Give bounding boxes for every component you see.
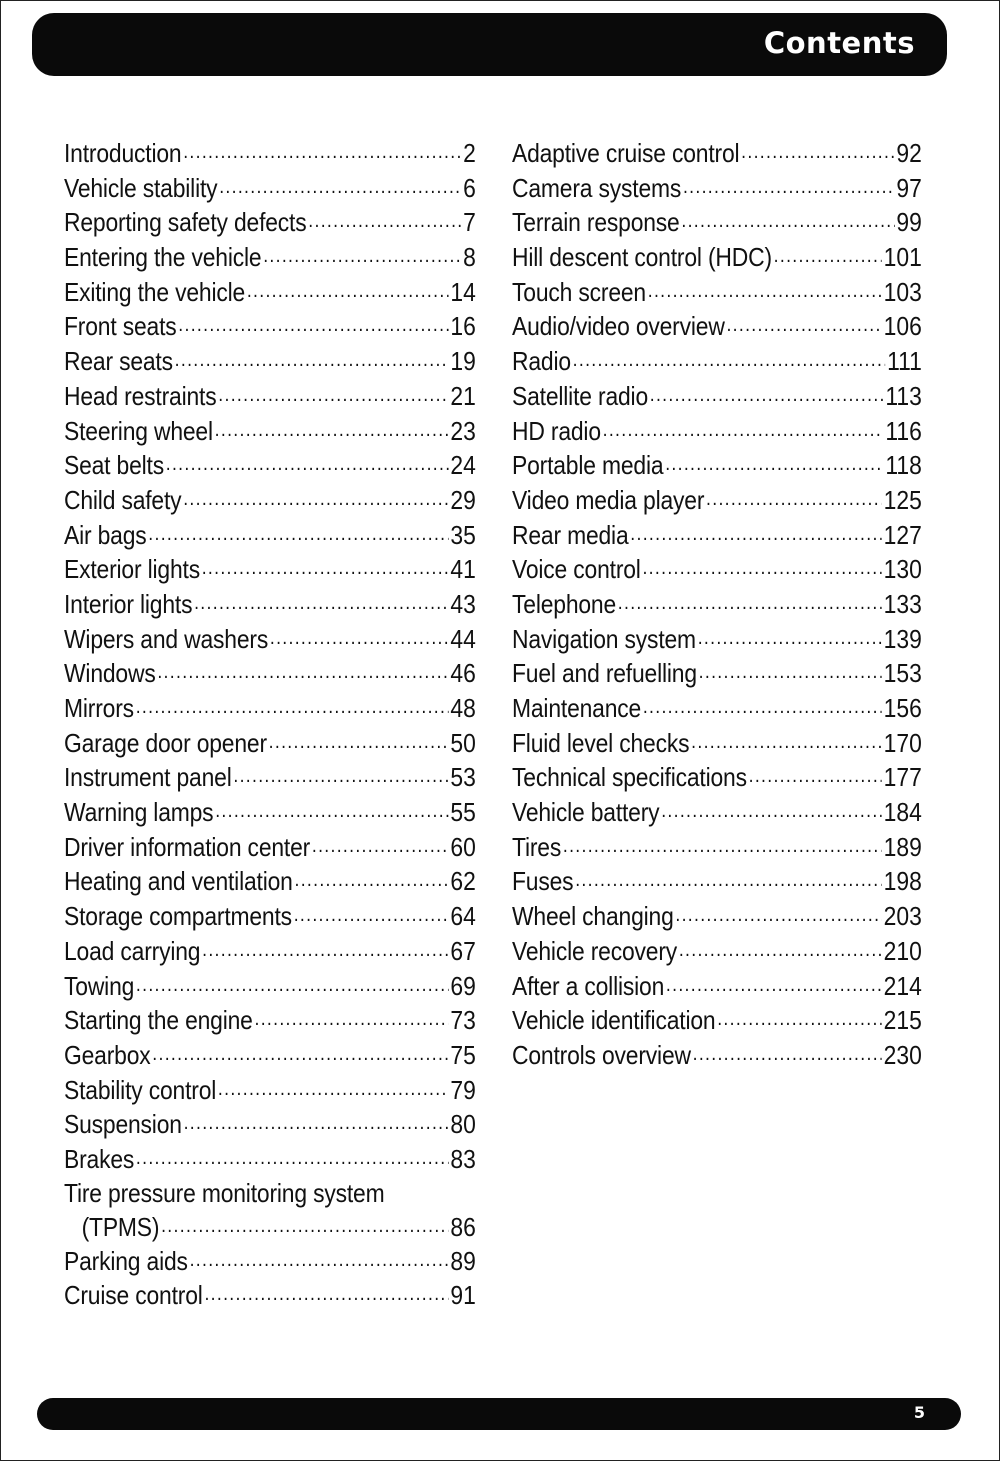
toc-entry-title: Seat belts xyxy=(64,450,165,481)
dot-leader xyxy=(270,622,449,648)
dot-leader xyxy=(681,205,894,231)
toc-entry-page: 92 xyxy=(896,138,922,168)
toc-entry[interactable] xyxy=(64,1278,476,1313)
toc-entry[interactable] xyxy=(64,1038,476,1073)
toc-entry[interactable] xyxy=(512,309,922,344)
dot-leader xyxy=(642,552,881,578)
toc-entry[interactable] xyxy=(64,240,476,275)
toc-entry-title: Stability control xyxy=(64,1074,217,1105)
toc-entry-page: 215 xyxy=(883,1005,922,1036)
toc-entry[interactable] xyxy=(512,171,922,206)
toc-entry-page: 21 xyxy=(450,380,476,411)
dot-leader xyxy=(294,899,449,925)
toc-entry[interactable] xyxy=(64,830,476,865)
toc-entry-title: Entering the vehicle xyxy=(64,242,262,273)
toc-entry[interactable] xyxy=(512,1038,922,1073)
toc-entry[interactable] xyxy=(512,240,922,275)
toc-entry-title: Technical specifications xyxy=(512,762,747,793)
toc-entry-page: 97 xyxy=(896,172,922,203)
toc-entry-page: 156 xyxy=(883,693,922,723)
dot-leader xyxy=(269,726,449,752)
toc-entry-page: 24 xyxy=(450,450,476,481)
toc-entry-title: Touch screen xyxy=(512,276,646,307)
toc-entry[interactable] xyxy=(64,1177,476,1244)
toc-entry[interactable] xyxy=(64,275,476,310)
toc-entry[interactable] xyxy=(512,830,922,865)
toc-entry-page: 73 xyxy=(450,1005,476,1036)
toc-entry-title: Tires xyxy=(512,831,562,862)
toc-entry[interactable] xyxy=(64,448,476,483)
toc-entry[interactable] xyxy=(64,934,476,969)
toc-entry[interactable] xyxy=(64,309,476,344)
dot-leader xyxy=(683,171,895,197)
toc-entry[interactable] xyxy=(64,483,476,518)
dot-leader xyxy=(603,414,884,440)
toc-entry-title: Interior lights xyxy=(64,588,193,619)
toc-entry[interactable] xyxy=(512,899,922,934)
toc-entry[interactable] xyxy=(64,379,476,414)
toc-entry-title: Windows xyxy=(64,658,156,689)
toc-entry-page: 214 xyxy=(883,970,922,1001)
toc-entry[interactable] xyxy=(64,171,476,206)
toc-entry-page: 198 xyxy=(883,866,922,897)
toc-entry[interactable] xyxy=(64,760,476,795)
toc-entry[interactable] xyxy=(512,518,922,553)
dot-leader xyxy=(136,969,449,995)
toc-entry[interactable] xyxy=(512,414,922,449)
toc-entry[interactable] xyxy=(512,205,922,240)
dot-leader xyxy=(233,760,448,786)
toc-entry-title: Mirrors xyxy=(64,693,134,723)
toc-entry-title: Gearbox xyxy=(64,1039,151,1070)
toc-entry[interactable] xyxy=(64,205,476,240)
toc-entry-title: Starting the engine xyxy=(64,1005,253,1036)
dot-leader xyxy=(136,1142,449,1168)
toc-entry[interactable] xyxy=(512,552,922,587)
toc-entry-page: 62 xyxy=(450,866,476,897)
toc-entry-title: Garage door opener xyxy=(64,727,267,758)
dot-leader xyxy=(202,552,449,578)
toc-entry[interactable] xyxy=(64,414,476,449)
toc-entry-page: 19 xyxy=(450,346,476,377)
toc-entry-page: 118 xyxy=(885,450,922,481)
toc-entry[interactable] xyxy=(512,344,922,379)
toc-entry-page: 170 xyxy=(883,727,922,758)
toc-entry-page: 86 xyxy=(450,1211,476,1242)
dot-leader xyxy=(218,379,448,405)
toc-entry-page: 139 xyxy=(883,623,922,654)
toc-entry-page: 130 xyxy=(883,554,922,585)
toc-entry-title: Portable media xyxy=(512,450,664,481)
toc-entry-page: 67 xyxy=(450,935,476,966)
toc-entry-line xyxy=(64,1177,476,1210)
toc-entry-title: Front seats xyxy=(64,311,177,342)
toc-entry[interactable] xyxy=(512,379,922,414)
dot-leader xyxy=(184,1107,449,1133)
toc-entry-title: Reporting safety defects xyxy=(64,207,307,238)
toc-entry-page: 203 xyxy=(883,901,922,932)
toc-entry-page: 106 xyxy=(883,311,922,342)
toc-entry-title: Hill descent control (HDC) xyxy=(512,242,772,273)
dot-leader xyxy=(152,1038,448,1064)
toc-entry[interactable] xyxy=(512,1003,922,1038)
toc-entry-title: Audio/video overview xyxy=(512,311,725,342)
dot-leader xyxy=(661,795,882,821)
toc-entry-title: Tire pressure monitoring system xyxy=(64,1177,385,1208)
toc-entry-title: Cruise control xyxy=(64,1280,203,1311)
dot-leader xyxy=(650,379,884,405)
toc-entry-title: Suspension xyxy=(64,1109,182,1140)
toc-entry[interactable] xyxy=(512,691,922,726)
toc-entry[interactable] xyxy=(64,726,476,761)
dot-leader xyxy=(675,899,882,925)
toc-entry-title: Fuel and refuelling xyxy=(512,658,697,689)
toc-entry-title: Fluid level checks xyxy=(512,727,690,758)
toc-entry-page: 116 xyxy=(885,415,922,446)
toc-entry[interactable] xyxy=(512,587,922,622)
toc-entry[interactable] xyxy=(512,969,922,1004)
toc-entry-page: 2 xyxy=(463,138,476,168)
toc-entry-page: 8 xyxy=(463,242,476,273)
toc-entry[interactable] xyxy=(64,1107,476,1142)
dot-leader xyxy=(294,864,448,890)
toc-entry-page: 127 xyxy=(883,519,922,550)
dot-leader xyxy=(726,309,881,335)
toc-left-column xyxy=(64,136,476,1313)
dot-leader xyxy=(204,1278,448,1304)
toc-entry-page: 53 xyxy=(450,762,476,793)
toc-entry-title: Driver information center xyxy=(64,831,311,862)
dot-leader xyxy=(706,483,882,509)
toc-entry-title: Radio xyxy=(512,346,571,377)
toc-entry-title: Rear seats xyxy=(64,346,173,377)
toc-entry-page: 48 xyxy=(450,693,476,723)
toc-entry-title: (TPMS) xyxy=(81,1211,160,1242)
toc-entry-page: 44 xyxy=(450,623,476,654)
toc-entry-title: Video media player xyxy=(512,484,705,515)
toc-entry[interactable] xyxy=(512,275,922,310)
toc-entry-page: 101 xyxy=(883,242,922,273)
toc-entry-title: Vehicle recovery xyxy=(512,935,678,966)
toc-entry[interactable] xyxy=(64,899,476,934)
toc-entry-title: Rear media xyxy=(512,519,629,550)
dot-leader xyxy=(202,934,449,960)
page-title: Contents xyxy=(763,26,915,60)
dot-leader xyxy=(630,518,882,544)
toc-entry-page: 55 xyxy=(450,797,476,828)
toc-entry-page: 103 xyxy=(883,276,922,307)
toc-entry-page: 50 xyxy=(450,727,476,758)
toc-entry-page: 79 xyxy=(450,1074,476,1105)
dot-leader xyxy=(665,448,883,474)
toc-right-column xyxy=(512,136,922,1073)
toc-entry-page: 64 xyxy=(450,901,476,932)
toc-entry[interactable] xyxy=(512,448,922,483)
toc-entry-page: 230 xyxy=(883,1039,922,1070)
toc-entry[interactable] xyxy=(512,934,922,969)
toc-entry-title: Storage compartments xyxy=(64,901,292,932)
toc-entry[interactable] xyxy=(512,726,922,761)
toc-entry-title: After a collision xyxy=(512,970,665,1001)
toc-entry-page: 14 xyxy=(450,276,476,307)
toc-entry[interactable] xyxy=(64,136,476,171)
dot-leader xyxy=(698,622,882,648)
dot-leader xyxy=(679,934,882,960)
toc-entry[interactable] xyxy=(64,1003,476,1038)
toc-entry-page: 189 xyxy=(883,831,922,862)
toc-entry-title: Maintenance xyxy=(512,693,642,723)
toc-entry-page: 83 xyxy=(450,1143,476,1174)
dot-leader xyxy=(308,205,461,231)
dot-leader xyxy=(666,969,882,995)
toc-entry-page: 210 xyxy=(883,935,922,966)
toc-left-list xyxy=(64,136,476,1313)
toc-entry[interactable] xyxy=(64,691,476,726)
toc-entry[interactable] xyxy=(512,136,922,171)
toc-entry[interactable] xyxy=(64,1142,476,1177)
toc-entry-page: 6 xyxy=(463,172,476,203)
toc-entry-title: Controls overview xyxy=(512,1039,691,1070)
toc-entry-title: Heating and ventilation xyxy=(64,866,293,897)
dot-leader xyxy=(741,136,894,162)
toc-entry-page: 16 xyxy=(450,311,476,342)
toc-entry[interactable] xyxy=(64,656,476,691)
toc-entry-page: 113 xyxy=(885,380,922,411)
toc-entry-page: 7 xyxy=(463,207,476,238)
toc-entry-page: 69 xyxy=(450,970,476,1001)
toc-entry[interactable] xyxy=(64,1073,476,1108)
dot-leader xyxy=(648,275,882,301)
toc-entry-page: 89 xyxy=(450,1245,476,1276)
dot-leader xyxy=(717,1003,882,1029)
header-bar xyxy=(32,13,947,76)
dot-leader xyxy=(215,414,449,440)
dot-leader xyxy=(575,864,882,890)
toc-entry-title: Satellite radio xyxy=(512,380,649,411)
toc-entry-title: HD radio xyxy=(512,415,601,446)
dot-leader xyxy=(175,344,449,370)
toc-entry-page: 153 xyxy=(883,658,922,689)
dot-leader xyxy=(161,1210,449,1236)
dot-leader xyxy=(312,830,449,856)
toc-entry-title: Exterior lights xyxy=(64,554,200,585)
toc-entry-title: Warning lamps xyxy=(64,797,214,828)
toc-entry[interactable] xyxy=(64,622,476,657)
toc-entry-title: Parking aids xyxy=(64,1245,188,1276)
toc-entry-line xyxy=(64,1210,476,1244)
toc-entry-title: Air bags xyxy=(64,519,147,550)
dot-leader xyxy=(691,726,882,752)
toc-right-list xyxy=(512,136,922,1073)
dot-leader xyxy=(215,795,448,821)
toc-entry-page: 46 xyxy=(450,658,476,689)
toc-entry-page: 35 xyxy=(450,519,476,550)
toc-entry-page: 23 xyxy=(450,415,476,446)
toc-entry-page: 99 xyxy=(896,207,922,238)
toc-entry-title: Fuses xyxy=(512,866,574,897)
dot-leader xyxy=(618,587,882,613)
dot-leader xyxy=(693,1038,882,1064)
toc-entry-page: 80 xyxy=(450,1109,476,1140)
toc-entry-title: Wheel changing xyxy=(512,901,674,932)
toc-entry-title: Child safety xyxy=(64,484,182,515)
toc-entry-title: Steering wheel xyxy=(64,415,213,446)
toc-entry-page: 133 xyxy=(883,588,922,619)
dot-leader xyxy=(183,483,448,509)
toc-entry-page: 43 xyxy=(450,588,476,619)
toc-entry-title: Navigation system xyxy=(512,623,696,654)
toc-entry-page: 91 xyxy=(450,1280,476,1311)
toc-entry-page: 75 xyxy=(450,1039,476,1070)
dot-leader xyxy=(255,1003,449,1029)
toc-entry-title: Brakes xyxy=(64,1143,135,1174)
toc-entry-page: 184 xyxy=(883,797,922,828)
toc-entry[interactable] xyxy=(512,483,922,518)
dot-leader xyxy=(218,1073,449,1099)
toc-entry[interactable] xyxy=(64,795,476,830)
toc-entry-title: Camera systems xyxy=(512,172,682,203)
dot-leader xyxy=(774,240,882,266)
dot-leader xyxy=(643,691,882,717)
page-number: 5 xyxy=(913,1403,925,1422)
toc-entry-page: 125 xyxy=(883,484,922,515)
toc-entry-page: 177 xyxy=(883,762,922,793)
toc-entry[interactable] xyxy=(512,760,922,795)
toc-entry-title: Voice control xyxy=(512,554,641,585)
toc-entry-title: Vehicle identification xyxy=(512,1005,716,1036)
toc-entry-title: Telephone xyxy=(512,588,617,619)
toc-entry[interactable] xyxy=(64,864,476,899)
toc-entry[interactable] xyxy=(512,622,922,657)
toc-entry[interactable] xyxy=(512,656,922,691)
toc-entry-title: Vehicle battery xyxy=(512,797,660,828)
toc-entry-title: Adaptive cruise control xyxy=(512,138,740,168)
toc-entry-title: Introduction xyxy=(64,138,182,168)
toc-entry-title: Instrument panel xyxy=(64,762,232,793)
toc-entry-title: Exiting the vehicle xyxy=(64,276,246,307)
toc-entry[interactable] xyxy=(64,587,476,622)
toc-entry-title: Wipers and washers xyxy=(64,623,269,654)
toc-entry[interactable] xyxy=(64,344,476,379)
toc-entry[interactable] xyxy=(64,969,476,1004)
dot-leader xyxy=(699,656,882,682)
toc-entry-title: Vehicle stability xyxy=(64,172,218,203)
toc-entry-title: Towing xyxy=(64,970,135,1001)
dot-leader xyxy=(749,760,882,786)
dot-leader xyxy=(178,309,448,335)
dot-leader xyxy=(219,171,461,197)
toc-entry-page: 29 xyxy=(450,484,476,515)
toc-entry-page: 41 xyxy=(450,554,476,585)
toc-entry[interactable] xyxy=(64,1244,476,1279)
dot-leader xyxy=(183,136,461,162)
toc-entry-title: Terrain response xyxy=(512,207,680,238)
dot-leader xyxy=(166,448,449,474)
footer-bar xyxy=(37,1398,961,1430)
dot-leader xyxy=(247,275,449,301)
dot-leader xyxy=(148,518,448,544)
toc-entry[interactable] xyxy=(512,795,922,830)
toc-entry[interactable] xyxy=(64,552,476,587)
dot-leader xyxy=(263,240,461,266)
toc-entry-page: 111 xyxy=(887,346,922,377)
toc-entry-title: Load carrying xyxy=(64,935,201,966)
dot-leader xyxy=(573,344,886,370)
toc-entry-title: Head restraints xyxy=(64,380,217,411)
dot-leader xyxy=(136,691,449,717)
toc-entry-page: 60 xyxy=(450,831,476,862)
toc-entry[interactable] xyxy=(512,864,922,899)
dot-leader xyxy=(194,587,449,613)
dot-leader xyxy=(563,830,882,856)
dot-leader xyxy=(190,1244,449,1270)
dot-leader xyxy=(157,656,448,682)
toc-entry[interactable] xyxy=(64,518,476,553)
